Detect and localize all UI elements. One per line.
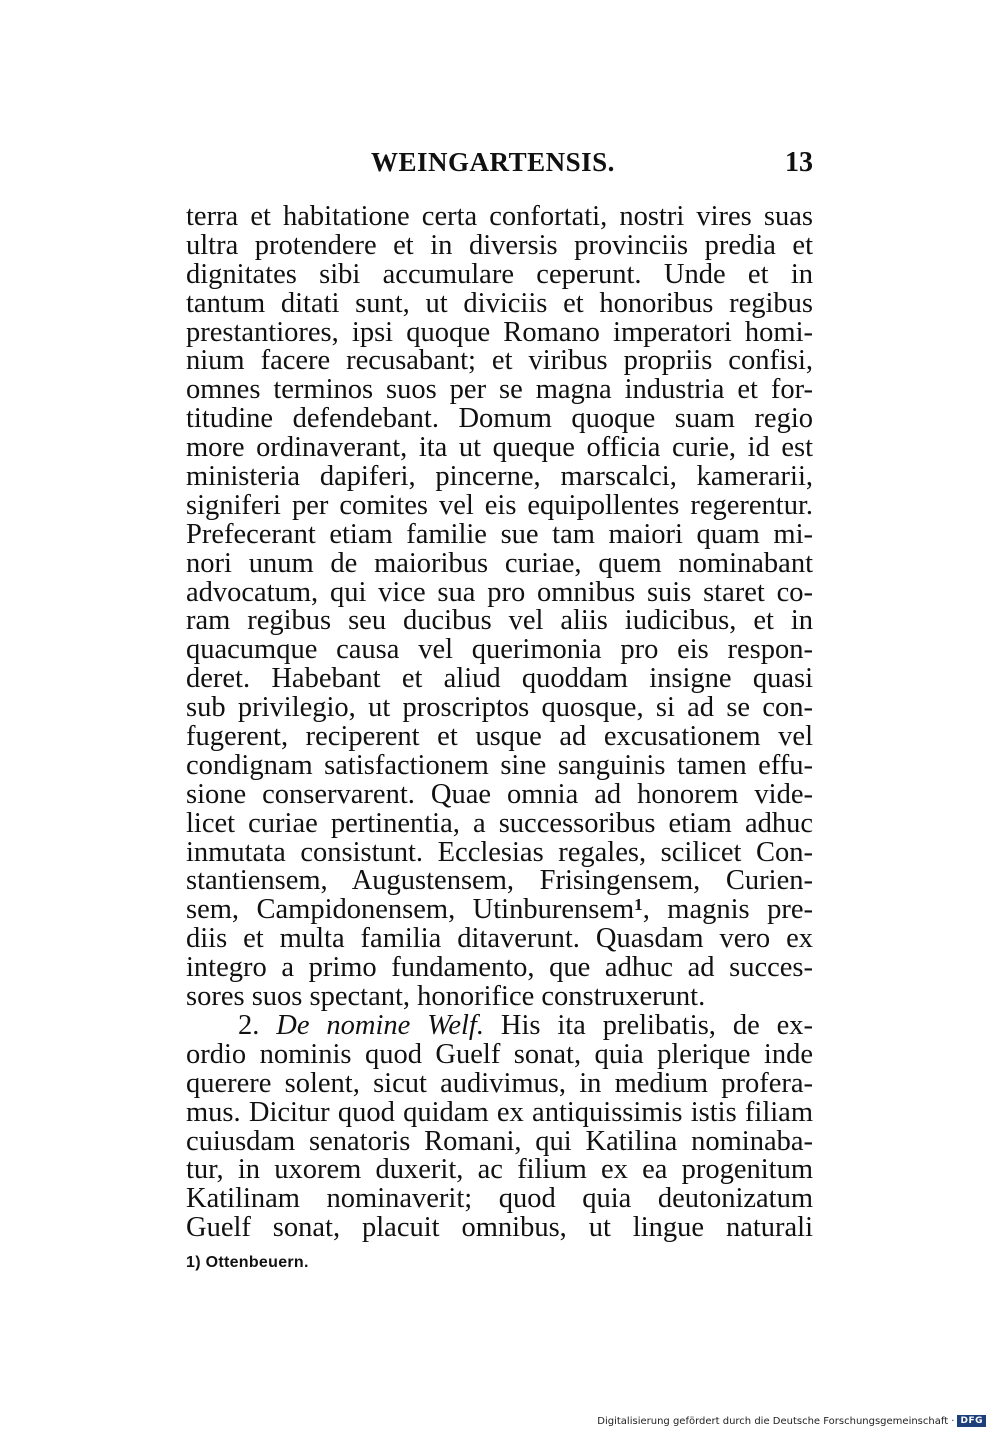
text-line: ram regibus seu ducibus vel aliis iudicibus, et in: [186, 605, 813, 637]
footnote-marker: 1: [634, 895, 643, 915]
dfg-logo-icon: DFG: [957, 1415, 986, 1427]
running-head: [186, 147, 813, 181]
text-line: terra et habitatione certa confortati, nostri vires suas: [186, 201, 813, 232]
section-heading-line: [186, 1009, 814, 1041]
text-fragment: His ita prelibatis, de ex-: [500, 1009, 814, 1041]
text-fragment: , magnis pre-: [642, 894, 813, 926]
text-line: ordio nominis quod Guelf sonat, quia plerique inde: [186, 1038, 813, 1070]
text-line: prestantiores, ipsi quoque Romano imperatori homi-: [186, 316, 813, 348]
text-line: fugerent, reciperent et usque ad excusationem vel: [186, 721, 813, 753]
text-line: signiferi per comites vel eis equipollentes regerentur.: [186, 489, 813, 521]
text-line: sores suos spectant, honorifice construxerunt.: [186, 981, 706, 1013]
text-fragment: sem, Campidonensem, Utinburensem: [186, 894, 635, 926]
text-line: titudine defendebant. Domum quoque suam regio: [186, 403, 813, 435]
text-line: inmutata consistunt. Ecclesias regales, scilicet Con-: [186, 836, 813, 868]
text-line: diis et multa familia ditaverunt. Quasdam vero ex: [186, 923, 813, 955]
body-text: [186, 203, 813, 1243]
section-title: De nomine Welf.: [276, 1009, 484, 1041]
text-line: ministeria dapiferi, pincerne, marscalci, kamerarii,: [186, 461, 813, 493]
text-line: Guelf sonat, placuit omnibus, ut lingue naturali: [186, 1212, 813, 1244]
text-line: more ordinaverant, ita ut queque officia curie, id est: [186, 432, 813, 464]
text-line: deret. Habebant et aliud quoddam insigne quasi: [186, 663, 813, 695]
text-line: advocatum, qui vice sua pro omnibus suis staret co-: [186, 576, 813, 608]
running-title: WEINGARTENSIS.: [371, 147, 615, 177]
text-line: mus. Dicitur quod quidam ex antiquissimis istis filiam: [186, 1096, 813, 1128]
text-line: condignam satisfactionem sine sanguinis tamen effu-: [186, 749, 813, 781]
page-number: 13: [785, 147, 813, 178]
text-line: nori unum de maioribus curiae, quem nominabant: [186, 547, 813, 579]
text-line: integro a primo fundamento, que adhuc ad succes-: [186, 952, 813, 984]
text-line: querere solent, sicut audivimus, in medium profera-: [186, 1067, 813, 1099]
footnote: 1) Ottenbeuern.: [186, 1254, 309, 1271]
text-line: sione conservarent. Quae omnia ad honorem vide-: [186, 778, 813, 810]
text-line: ultra protendere et in diversis provinciis predia et: [186, 229, 813, 261]
section-number: 2.: [238, 1009, 260, 1041]
text-line: Prefecerant etiam familie sue tam maiori quam mi-: [186, 518, 813, 550]
text-line: nium facere recusabant; et viribus propriis confisi,: [186, 345, 813, 377]
text-line: tur, in uxorem duxerit, ac filium ex ea progenitum: [186, 1154, 813, 1186]
text-line: licet curiae pertinentia, a successoribus etiam adhuc: [186, 807, 813, 839]
text-line: quacumque causa vel querimonia pro eis respon-: [186, 634, 813, 666]
digitization-credit: [597, 1415, 986, 1427]
text-line: cuiusdam senatoris Romani, qui Katilina nominaba-: [186, 1125, 813, 1157]
credit-text: Digitalisierung gefördert durch die Deutsche Forschungsgemeinschaft ·: [597, 1415, 955, 1427]
text-line: dignitates sibi accumulare ceperunt. Unde et in: [186, 258, 813, 290]
text-line: stantiensem, Augustensem, Frisingensem, Curien-: [186, 865, 813, 897]
text-line: sub privilegio, ut proscriptos quosque, si ad se con-: [186, 692, 813, 724]
text-line: Katilinam nominaverit; quod quia deutonizatum: [186, 1183, 813, 1215]
text-line: omnes terminos suos per se magna industria et for-: [186, 374, 813, 406]
text-line-with-footnote: [186, 896, 813, 925]
text-line: tantum ditati sunt, ut diviciis et honoribus regibus: [186, 287, 813, 319]
